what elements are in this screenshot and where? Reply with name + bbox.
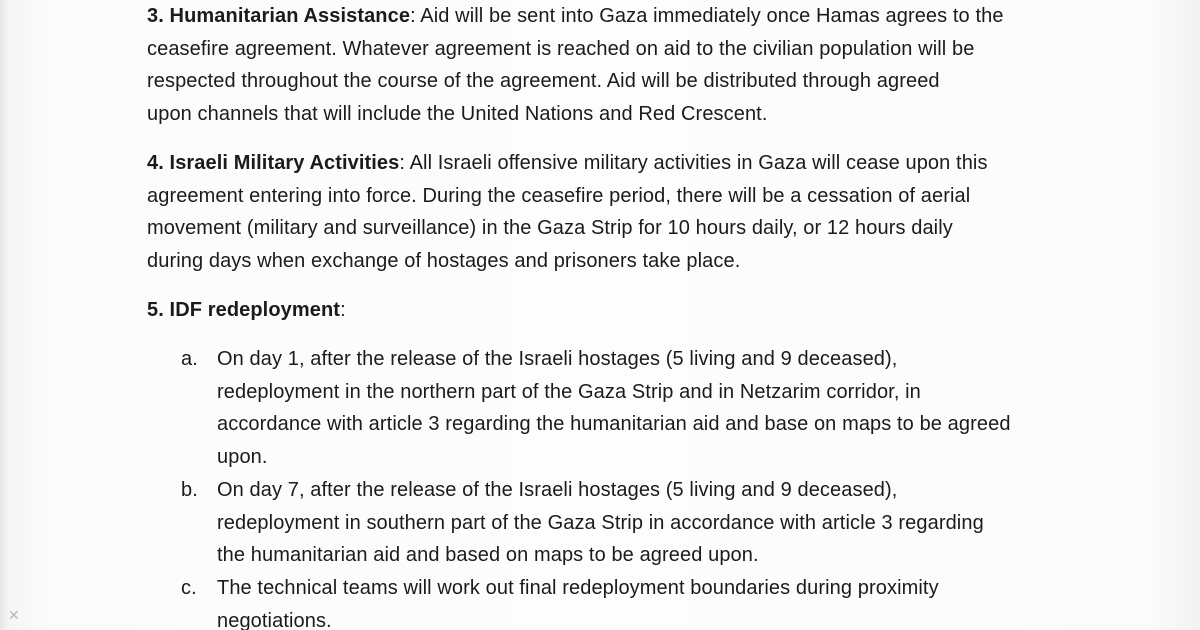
section-idf-redeployment xyxy=(147,294,1047,327)
list-marker: b. xyxy=(181,478,198,501)
list-marker: c. xyxy=(181,576,197,599)
list-marker: a. xyxy=(181,348,198,370)
section-text: : xyxy=(340,299,346,321)
section-heading: 4. Israeli Military Activities xyxy=(147,152,400,174)
list-item-text: On day 1, after the release of the Israeli hostages (5 living and 9 deceased), redeployment in the northern part of the Gaza Strip and in Netzarim corridor, in accordance with article 3 regarding the humanitarian aid and base on maps to be agreed upon. xyxy=(217,348,1011,469)
redeployment-list xyxy=(181,343,1081,630)
list-item-text: On day 7, after the release of the Israeli hostages (5 living and 9 deceased), redeployment in southern part of the Gaza Strip in accordance with article 3 regarding the humanitarian aid and based on maps to be agreed upon. xyxy=(217,478,984,567)
section-israeli-military-activities xyxy=(147,147,1047,278)
page-edge xyxy=(0,0,10,630)
section-heading: 5. IDF redeployment xyxy=(147,299,341,321)
list-item xyxy=(181,343,1081,474)
section-text: : All Israeli offensive military activities in Gaza will cease upon this agreement entering into force. During the ceasefire period, there will be a cessation of aerial movement (military and surveillance) in the Gaza Strip for 10 hours daily, or 12 hours daily during days when exchange of hostages and prisoners take place. xyxy=(147,152,988,273)
section-humanitarian-assistance xyxy=(147,0,1047,131)
list-item-text: The technical teams will work out final redeployment boundaries during proximity negotiations. xyxy=(217,576,939,630)
section-text: : Aid will be sent into Gaza immediately once Hamas agrees to the ceasefire agreement. Whatever agreement is reached on aid to the civilian population will be respected throughout the course of the agreement. Aid will be distributed through agreed upon channels that will include the United Nations and Red Crescent. xyxy=(147,5,1004,126)
section-heading: 3. Humanitarian Assistance xyxy=(147,5,411,27)
list-item xyxy=(181,572,1081,630)
list-item xyxy=(181,474,1081,572)
close-icon[interactable]: ✕ xyxy=(8,608,20,624)
